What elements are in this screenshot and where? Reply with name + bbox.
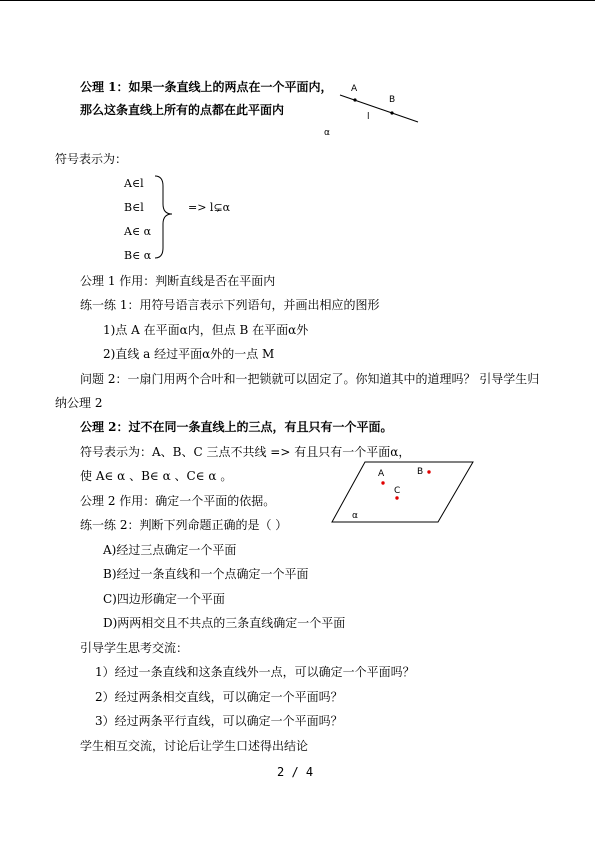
practice2-option-c: C)四边形确定一个平面 [103, 592, 225, 606]
plane-point-a [381, 481, 384, 484]
fig2-label-a: A [378, 469, 385, 479]
fig2-label-alpha: α [352, 511, 358, 521]
guide-item-2: 2）经过两条相交直线，可以确定一个平面吗？ [95, 690, 343, 704]
practice1-item-1: 1)点 A 在平面α内，但点 B 在平面α外 [103, 323, 309, 337]
page-number: 2 / 4 [277, 765, 314, 779]
practice2-option-b: B)经过一条直线和一个点确定一个平面 [103, 567, 309, 581]
axiom1-line1: 公理 1：如果一条直线上的两点在一个平面内， [80, 80, 333, 94]
question2-line1: 问题 2：一扇门用两个合叶和一把锁就可以固定了。你知道其中的道理吗？ 引导学生归 [80, 372, 540, 386]
practice2-option-a: A)经过三点确定一个平面 [103, 543, 237, 557]
fig1-label-b: B [389, 95, 396, 105]
axiom2-symbol-line2: 使 A∈ α 、B∈ α 、C∈ α 。 [80, 469, 233, 483]
question2-line2: 纳公理 2 [55, 396, 103, 410]
fig1-label-alpha: α [324, 128, 330, 138]
axiom1-line2: 那么这条直线上所有的点都在此平面内 [80, 103, 285, 117]
symbol-a-in-l: A∈l [124, 177, 144, 190]
plane-point-c [395, 496, 398, 499]
fig2-label-b: B [417, 467, 424, 477]
implies-statement: => l⊊α [188, 201, 231, 214]
axiom1-use: 公理 1 作用：判断直线是否在平面内 [80, 274, 276, 288]
axiom2-use: 公理 2 作用：确定一个平面的依据。 [80, 494, 276, 508]
symbol-intro: 符号表示为： [55, 152, 128, 166]
axiom2-title: 公理 2：过不在同一条直线上的三点，有且只有一个平面。 [80, 420, 393, 434]
symbol-b-in-alpha: B∈ α [124, 249, 152, 262]
guide-item-1: 1）经过一条直线和这条直线外一点，可以确定一个平面吗？ [95, 665, 415, 679]
symbol-a-in-alpha: A∈ α [124, 225, 152, 238]
practice2-option-d: D)两两相交且不共点的三条直线确定一个平面 [103, 616, 346, 630]
fig2-label-c: C [394, 486, 401, 496]
fig1-label-l: l [367, 112, 370, 122]
axiom2-symbol-line1: 符号表示为：A、B、C 三点不共线 => 有且只有一个平面α， [80, 445, 411, 459]
guide-item-3: 3）经过两条平行直线，可以确定一个平面吗？ [95, 714, 343, 728]
guide-title: 引导学生思考交流： [80, 641, 189, 655]
practice1-title: 练一练 1：用符号语言表示下列语句，并画出相应的图形 [80, 298, 380, 312]
symbol-b-in-l: B∈l [124, 201, 144, 214]
practice1-item-2: 2)直线 a 经过平面α外的一点 M [103, 347, 275, 361]
plane-point-b [427, 470, 430, 473]
practice2-title: 练一练 2：判断下列命题正确的是（ ） [80, 518, 288, 532]
fig1-label-a: A [351, 84, 358, 94]
guide-conclusion: 学生相互交流，讨论后让学生口述得出结论 [80, 739, 309, 753]
